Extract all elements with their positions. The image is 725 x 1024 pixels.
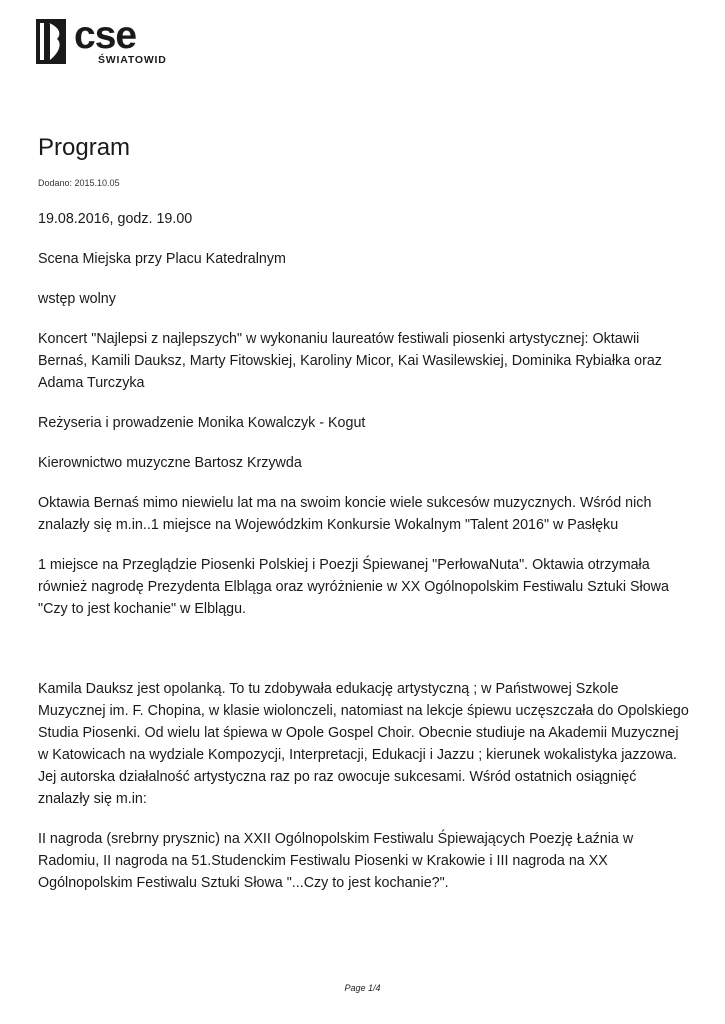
svg-text:cse: cse bbox=[74, 18, 137, 57]
bio-paragraph: Kamila Dauksz jest opolanką. To tu zdobywała edukację artystyczną ; w Państwowej Szkole Muzycznej im. F. Chopina, w klasie wiolonczeli, natomiast na lekcje śpiewu uczęszczała do Opolskiego Studia Piosenki. Od wielu lat śpiewa w Opole Gospel Choir. Obecnie studiuje na Akademii Muzycznej w Katowicach na wydziale Kompozycji, Interpretacji, Edukacji i Jazzu ; kierunek wokalistyka jazzowa. Jej autorska działalność artystyczna raz po raz owocuje sukcesami. Wśród ostatnich osiągnięć znalazły się m.in: bbox=[38, 681, 689, 807]
svg-text:ŚWIATOWID: ŚWIATOWID bbox=[98, 54, 167, 66]
music-director-credit: Kierownictwo muzyczne Bartosz Krzywda bbox=[38, 455, 302, 471]
page-title: Program bbox=[38, 134, 131, 161]
concert-description: Koncert "Najlepsi z najlepszych" w wykonaniu laureatów festiwali piosenki artystycznej: Oktawii Bernaś, Kamili Dauksz, Marty Fitowskiej, Karoliny Micor, Kai Wasilewskiej, Dominika Rybiałka oraz Adama Turczyka bbox=[38, 331, 662, 391]
event-admission: wstęp wolny bbox=[38, 291, 116, 307]
cse-logo-icon bbox=[36, 18, 216, 66]
awards-paragraph: II nagroda (srebrny prysznic) na XXII Ogólnopolskim Festiwalu Śpiewających Poezję Łaźnia w Radomiu, II nagroda na 51.Studenckim Festiwalu Piosenki w Krakowie i III nagroda na XX Ogólnopolskim Festiwalu Sztuki Słowa "...Czy to jest kochanie?". bbox=[38, 831, 634, 891]
event-date: 19.08.2016, godz. 19.00 bbox=[38, 211, 193, 227]
bio-paragraph: 1 miejsce na Przeglądzie Piosenki Polskiej i Poezji Śpiewanej "PerłowaNuta". Oktawia otrzymała również nagrodę Prezydenta Elbląga oraz wyróżnienie w XX Ogólnopolskim Festiwalu Sztuki Słowa "Czy to jest kochanie" w Elblągu. bbox=[38, 557, 669, 617]
logo bbox=[36, 18, 216, 66]
date-added: Dodano: 2015.10.05 bbox=[38, 178, 120, 188]
page-number: Page 1/4 bbox=[344, 983, 381, 993]
bio-paragraph: Oktawia Bernaś mimo niewielu lat ma na swoim koncie wiele sukcesów muzycznych. Wśród nich znalazły się m.in..1 miejsce na Wojewódzkim Konkursie Wokalnym "Talent 2016" w Pasłęku bbox=[38, 495, 652, 533]
event-venue: Scena Miejska przy Placu Katedralnym bbox=[38, 251, 286, 267]
director-credit: Reżyseria i prowadzenie Monika Kowalczyk - Kogut bbox=[38, 415, 366, 431]
article-body bbox=[38, 208, 690, 912]
